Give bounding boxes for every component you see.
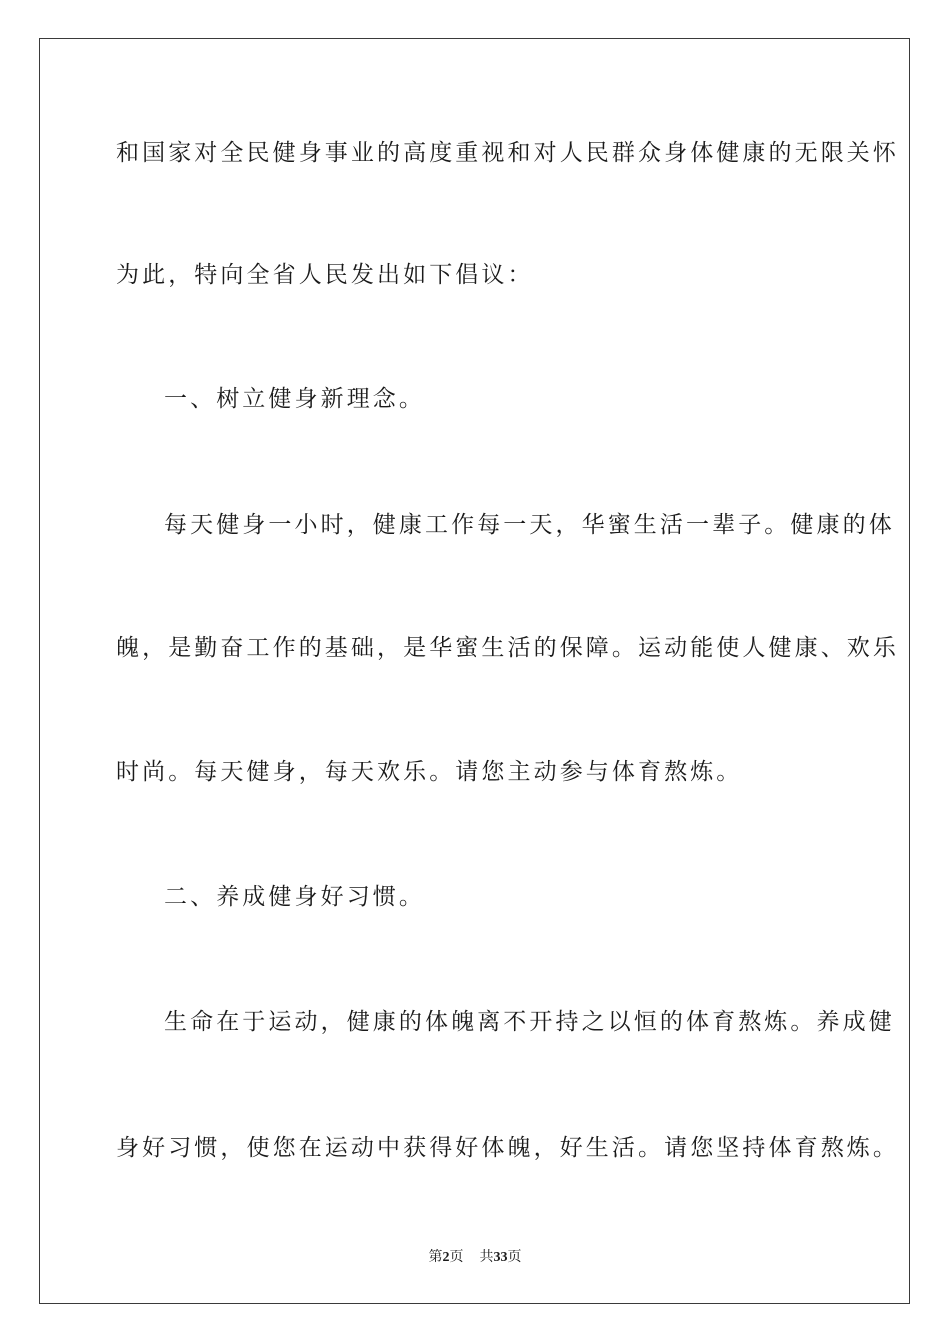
paragraph-line-4: 魄，是勤奋工作的基础，是华蜜生活的保障。运动能使人健康、欢乐 [116, 635, 899, 661]
page-number: 2 [442, 1250, 450, 1265]
page-footer [0, 1248, 950, 1267]
total-pages: 33 [493, 1250, 508, 1265]
paragraph-line-6: 生命在于运动，健康的体魄离不开持之以恒的体育熬炼。养成健 [164, 1009, 895, 1035]
page-prefix: 第 [428, 1249, 443, 1265]
paragraph-line-1: 和国家对全民健身事业的高度重视和对人民群众身体健康的无限关怀 [116, 140, 899, 166]
page-border [39, 38, 910, 1304]
paragraph-line-7: 身好习惯，使您在运动中获得好体魄，好生活。请您坚持体育熬炼。 [116, 1135, 899, 1161]
total-suffix: 页 [507, 1249, 522, 1265]
paragraph-line-5: 时尚。每天健身，每天欢乐。请您主动参与体育熬炼。 [116, 759, 743, 785]
section-heading-2: 二、养成健身好习惯。 [164, 884, 425, 910]
total-prefix: 共 [479, 1249, 494, 1265]
section-heading-1: 一、树立健身新理念。 [164, 386, 425, 412]
paragraph-line-2: 为此，特向全省人民发出如下倡议： [116, 262, 534, 288]
page-suffix: 页 [449, 1249, 464, 1265]
paragraph-line-3: 每天健身一小时，健康工作每一天，华蜜生活一辈子。健康的体 [164, 512, 895, 538]
